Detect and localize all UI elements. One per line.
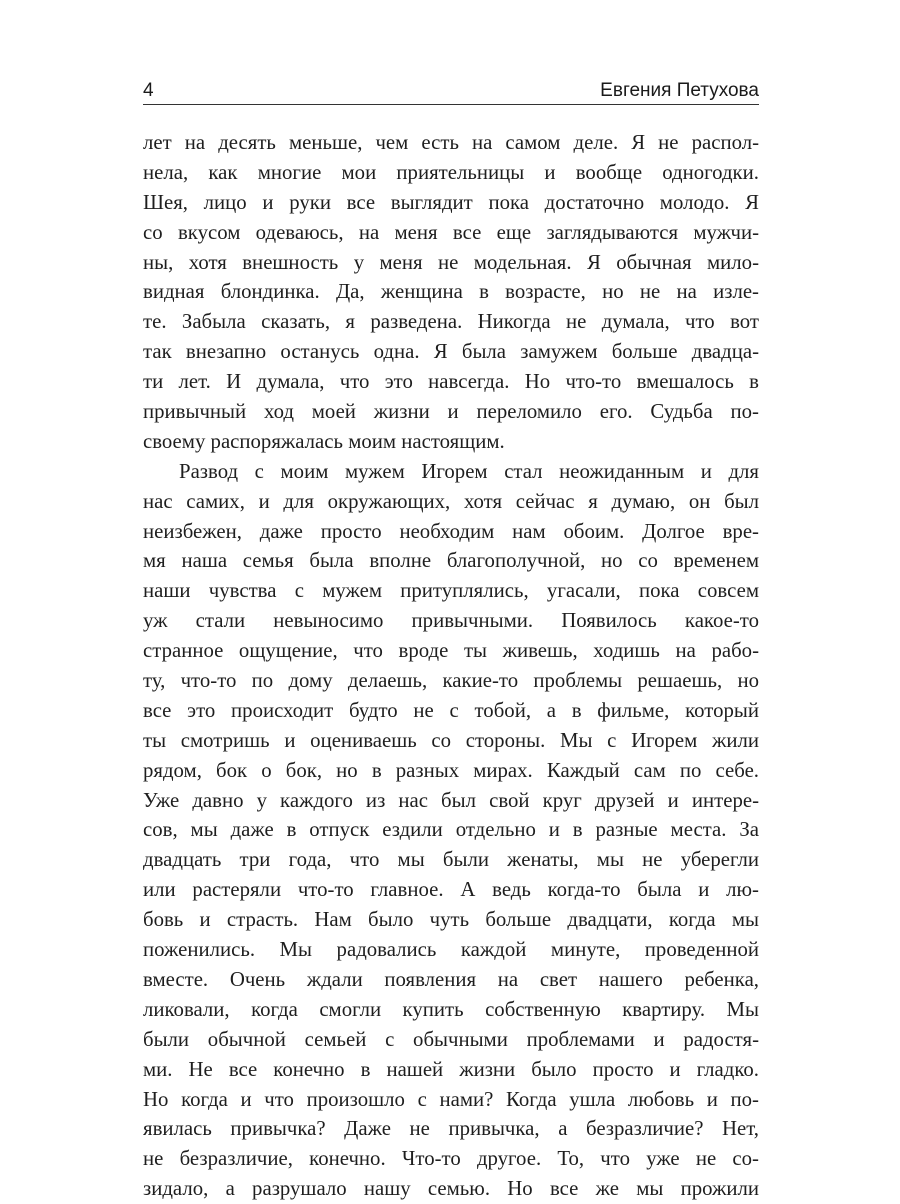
author-name: Евгения Петухова <box>600 80 759 101</box>
text-line: поженились. Мы радовались каждой минуте, проведенной <box>143 938 759 962</box>
text-line: ту, что-то по дому делаешь, какие-то проблемы решаешь, но <box>143 669 759 693</box>
text-line: не безразличие, конечно. Что-то другое. То, что уже не со- <box>143 1147 759 1171</box>
text-line: или растеряли что-то главное. А ведь когда-то была и лю- <box>143 878 759 902</box>
text-line: сов, мы даже в отпуск ездили отдельно и в разные места. За <box>143 818 759 842</box>
running-header <box>143 72 759 102</box>
body-text <box>143 128 759 1204</box>
text-line: ты смотришь и оцениваешь со стороны. Мы с Игорем жили <box>143 728 759 752</box>
text-line: Но когда и что произошло с нами? Когда ушла любовь и по- <box>143 1087 759 1111</box>
text-line: двадцать три года, что мы были женаты, мы не уберегли <box>143 848 759 872</box>
text-line: Развод с моим мужем Игорем стал неожиданным и для <box>179 459 759 483</box>
header-divider <box>143 104 759 105</box>
text-line: наши чувства с мужем притуплялись, угасали, пока совсем <box>143 579 759 603</box>
text-line: так внезапно останусь одна. Я была замужем больше двадца- <box>143 340 759 364</box>
text-line: вместе. Очень ждали появления на свет нашего ребенка, <box>143 967 759 991</box>
text-line: странное ощущение, что вроде ты живешь, ходишь на рабо- <box>143 639 759 663</box>
text-line: нас самих, и для окружающих, хотя сейчас я думаю, он был <box>143 489 759 513</box>
text-line: ликовали, когда смогли купить собственную квартиру. Мы <box>143 997 759 1021</box>
text-line: со вкусом одеваюсь, на меня все еще заглядываются мужчи- <box>143 220 759 244</box>
text-line: неизбежен, даже просто необходим нам обоим. Долгое вре- <box>143 519 759 543</box>
text-line: все это происходит будто не с тобой, а в фильме, который <box>143 698 759 722</box>
text-line: ти лет. И думала, что это навсегда. Но что-то вмешалось в <box>143 370 759 394</box>
text-line: лет на десять меньше, чем есть на самом деле. Я не распол- <box>143 131 759 154</box>
text-line: ми. Не все конечно в нашей жизни было просто и гладко. <box>143 1057 759 1081</box>
text-line: рядом, бок о бок, но в разных мирах. Каждый сам по себе. <box>143 758 759 782</box>
text-line: ны, хотя внешность у меня не модельная. Я обычная мило- <box>143 250 759 274</box>
text-line: зидало, а разрушало нашу семью. Но все же мы прожили <box>143 1177 759 1201</box>
text-line: Уже давно у каждого из нас был свой круг друзей и интере- <box>143 788 759 812</box>
text-line: были обычной семьей с обычными проблемами и радостя- <box>143 1027 759 1051</box>
text-line: мя наша семья была вполне благополучной, но со временем <box>143 549 759 573</box>
text-line: своему распоряжалась моим настоящим. <box>143 429 505 453</box>
text-line: нела, как многие мои приятельницы и вообще одногодки. <box>143 160 759 184</box>
text-line: Шея, лицо и руки все выглядит пока достаточно молодо. Я <box>143 190 759 214</box>
page-number: 4 <box>143 80 154 101</box>
text-line: явилась привычка? Даже не привычка, а безразличие? Нет, <box>143 1117 759 1141</box>
text-line: те. Забыла сказать, я разведена. Никогда не думала, что вот <box>143 310 759 334</box>
text-line: бовь и страсть. Нам было чуть больше двадцати, когда мы <box>143 908 759 932</box>
text-line: видная блондинка. Да, женщина в возрасте, но не на изле- <box>143 280 759 304</box>
paragraph-2 <box>143 457 759 1204</box>
paragraph-1 <box>143 128 759 457</box>
text-line: уж стали невыносимо привычными. Появилось какое-то <box>143 609 759 633</box>
text-line: привычный ход моей жизни и переломило его. Судьба по- <box>143 400 759 424</box>
